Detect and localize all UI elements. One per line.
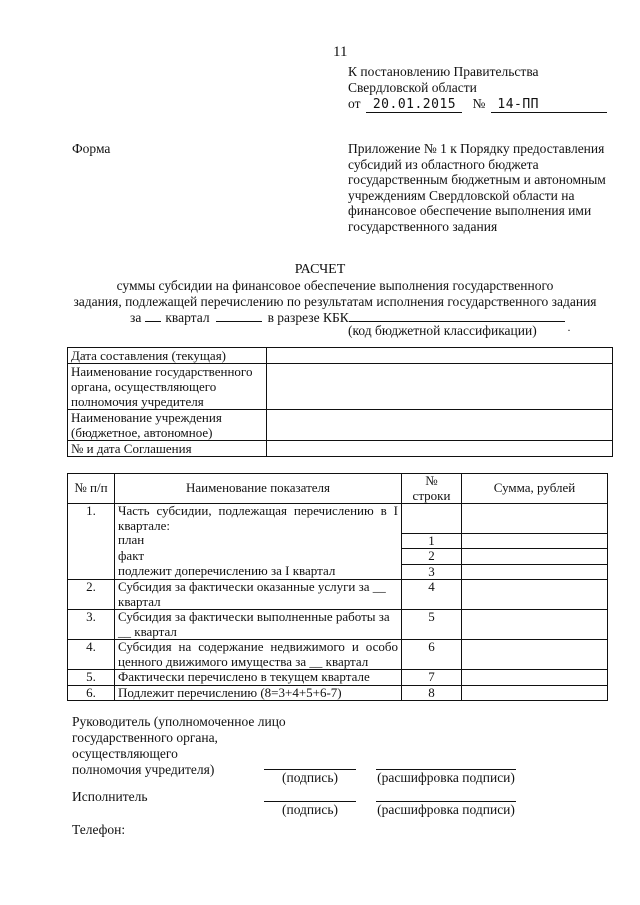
- head-line-2: государственного органа,: [72, 730, 218, 745]
- head-signature-caption: (подпись): [281, 770, 339, 785]
- head-signature-block: [264, 769, 356, 786]
- head-signer-label: [72, 714, 286, 778]
- header-name: Наименование показателя: [115, 474, 402, 504]
- decree-line-1: К постановлению Правительства: [348, 64, 539, 79]
- page-number: 11: [333, 44, 348, 60]
- form-label: Форма: [72, 141, 111, 156]
- row-name: Фактически перечислено в текущем квартале: [115, 670, 402, 686]
- table-header-row: [68, 474, 608, 504]
- table-subrow: [68, 533, 608, 549]
- table-row: [68, 610, 608, 640]
- row-sum-field[interactable]: [462, 564, 608, 580]
- head-line-3: осуществляющего: [72, 746, 178, 761]
- decree-line-2: Свердловской области: [348, 80, 477, 95]
- row-num: 6.: [68, 685, 115, 701]
- info-value-field[interactable]: [267, 364, 613, 410]
- executor-signature-caption: (подпись): [281, 802, 339, 817]
- head-line-4: полномочия учредителя): [72, 762, 215, 777]
- row-row-no: 4: [402, 580, 462, 610]
- row-sum-field[interactable]: [462, 685, 608, 701]
- row-name: Субсидия за фактически оказанные услуги за __ квартал: [115, 580, 402, 610]
- document-title: РАСЧЕТ: [294, 262, 346, 277]
- table-subrow: [68, 549, 608, 565]
- decree-no-prefix: №: [472, 96, 486, 111]
- decree-date-number: [348, 96, 607, 113]
- table-subrow: [68, 564, 608, 580]
- row-name: Часть субсидии, подлежащая перечислению в I квартале:: [115, 504, 402, 534]
- info-label: Наименование учреждения (бюджетное, автономное): [68, 410, 267, 441]
- row-sum-field[interactable]: [462, 533, 608, 549]
- info-label: Дата составления (текущая): [68, 348, 267, 364]
- document-subtitle: [60, 278, 610, 309]
- row-num: 4.: [68, 640, 115, 670]
- row-no-empty: [402, 504, 462, 534]
- subrow-row-no: 3: [402, 564, 462, 580]
- info-row: [68, 348, 613, 364]
- row-row-no: 8: [402, 685, 462, 701]
- executor-decoding-caption: (расшифровка подписи): [377, 802, 515, 817]
- info-table: [67, 347, 613, 457]
- row-row-no: 5: [402, 610, 462, 640]
- kbk-field[interactable]: [349, 309, 565, 322]
- head-decoding-caption: (расшифровка подписи): [377, 770, 515, 785]
- row-num: 1.: [68, 504, 115, 580]
- info-row: [68, 364, 613, 410]
- header-num: № п/п: [68, 474, 115, 504]
- quarter-number-field[interactable]: [145, 309, 161, 322]
- razreze-label: в разрезе КБК: [267, 310, 349, 325]
- za-label: за: [130, 310, 142, 325]
- subrow-label: подлежит доперечислению за I квартал: [115, 564, 402, 580]
- subtitle-line-2: задания, подлежащей перечислению по результатам исполнения государственного задания: [73, 293, 597, 309]
- row-name: Субсидия на содержание недвижимого и особо ценного движимого имущества за __ квартал: [115, 640, 402, 670]
- info-row: [68, 410, 613, 441]
- info-label: № и дата Соглашения: [68, 441, 267, 457]
- kvartal-label: квартал: [165, 310, 210, 325]
- phone-label: Телефон:: [72, 822, 126, 837]
- row-row-no: 6: [402, 640, 462, 670]
- table-row: [68, 640, 608, 670]
- info-value-field[interactable]: [267, 410, 613, 441]
- row-name: Субсидия за фактически выполненные работы за __ квартал: [115, 610, 402, 640]
- decree-date-prefix: от: [348, 96, 361, 111]
- decree-number: 14-ПП: [491, 97, 607, 113]
- row-sum-field[interactable]: [462, 504, 608, 534]
- head-decoding-block: [376, 769, 516, 786]
- header-sum: Сумма, рублей: [462, 474, 608, 504]
- info-row: [68, 441, 613, 457]
- table-row: [68, 580, 608, 610]
- row-sum-field[interactable]: [462, 670, 608, 686]
- subrow-row-no: 2: [402, 549, 462, 565]
- kbk-caption: (код бюджетной классификации): [348, 323, 537, 338]
- info-value-field[interactable]: [267, 441, 613, 457]
- row-num: 3.: [68, 610, 115, 640]
- stray-mark: ·: [567, 323, 571, 337]
- calculation-table: [67, 473, 608, 701]
- row-row-no: 7: [402, 670, 462, 686]
- subrow-row-no: 1: [402, 533, 462, 549]
- year-field[interactable]: [216, 309, 262, 322]
- header-row-no: № строки: [402, 474, 462, 504]
- decree-date: 20.01.2015: [366, 97, 462, 113]
- executor-decoding-block: [376, 801, 516, 818]
- subrow-label: план: [115, 533, 402, 549]
- info-label: Наименование государственного органа, осуществляющего полномочия учредителя: [68, 364, 267, 410]
- row-sum-field[interactable]: [462, 580, 608, 610]
- row-sum-field[interactable]: [462, 549, 608, 565]
- row-name: Подлежит перечислению (8=3+4+5+6-7): [115, 685, 402, 701]
- row-sum-field[interactable]: [462, 610, 608, 640]
- subrow-label: факт: [115, 549, 402, 565]
- executor-label: Исполнитель: [72, 789, 148, 804]
- table-row: [68, 685, 608, 701]
- decree-reference: [348, 64, 607, 113]
- info-value-field[interactable]: [267, 348, 613, 364]
- head-line-1: Руководитель (уполномоченное лицо: [72, 714, 286, 729]
- table-row: [68, 670, 608, 686]
- subtitle-line-1: суммы субсидии на финансовое обеспечение выполнения государственного: [116, 278, 554, 293]
- row-num: 5.: [68, 670, 115, 686]
- row-num: 2.: [68, 580, 115, 610]
- row-sum-field[interactable]: [462, 640, 608, 670]
- executor-signature-block: [264, 801, 356, 818]
- appendix-text: Приложение № 1 к Порядку предоставления субсидий из областного бюджета государственным бюджетным и автономным учреждениям Свердловской области на финансовое обеспечение выполнения ими государственного задания: [348, 141, 606, 234]
- table-row: [68, 504, 608, 534]
